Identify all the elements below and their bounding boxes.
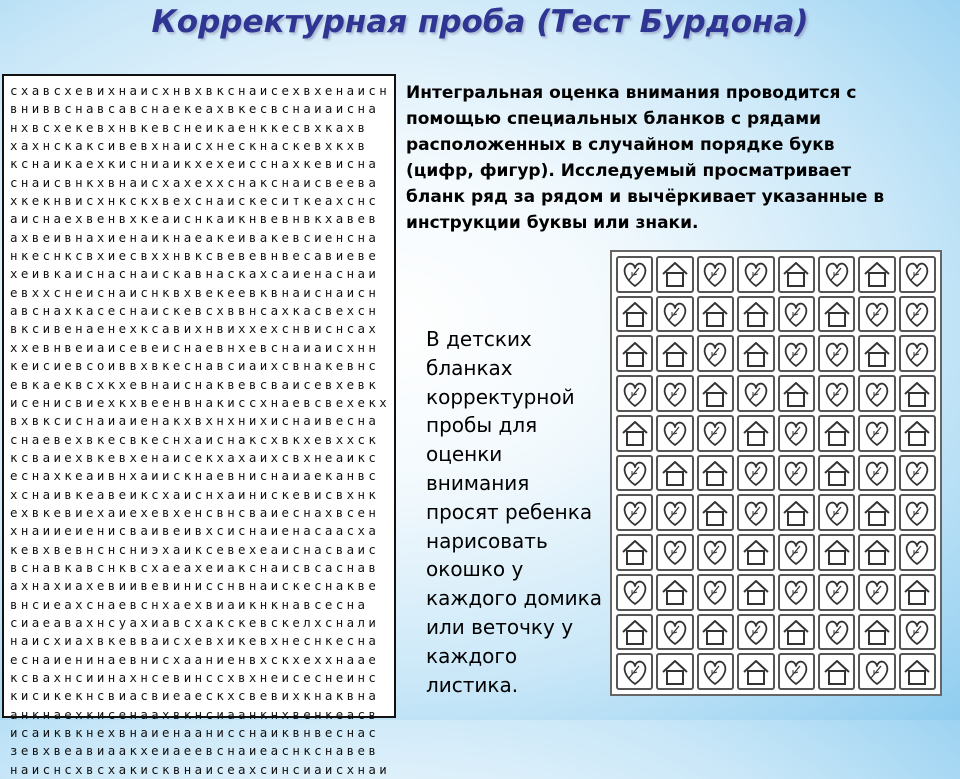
letter-row: еснаиенинаевнисхааниенвхскхеххнаае [10,651,380,667]
picture-cell [858,574,895,611]
picture-cell [656,494,693,531]
house-icon [660,458,690,488]
leaf-icon [862,657,892,687]
kids-paragraph [426,325,626,699]
leaf-icon [862,458,892,488]
picture-cell [858,296,895,333]
house-icon [862,498,892,528]
house-icon [902,657,932,687]
leaf-icon [902,617,932,647]
house-icon [822,537,852,567]
picture-cell [818,653,855,690]
picture-cell [656,375,693,412]
house-icon [902,577,932,607]
picture-cell [818,335,855,372]
picture-cell [778,614,815,651]
kids-line: каждого [426,643,518,668]
letter-row: наисхиахвкевваисхевхикевхнеснкесна [10,633,380,649]
leaf-icon [700,339,730,369]
leaf-icon [822,498,852,528]
picture-cell [818,574,855,611]
picture-cell [616,653,653,690]
picture-cell [616,574,653,611]
letter-row: ехвкевиехаиехевхенсвнсваиеснахвсен [10,504,380,520]
kids-line: пробы для [426,413,538,438]
letter-row: ксваиехвкевхенаисекхахаихсвхнеаикс [10,449,380,465]
leaf-icon [660,498,690,528]
letter-row: исаиквкнехвнаиенаанисснаиквнвеснас [10,725,380,741]
picture-cell [858,415,895,452]
leaf-icon [741,379,771,409]
picture-cell [656,296,693,333]
leaf-icon [620,657,650,687]
kids-line: нарисовать [426,528,548,553]
house-icon [700,299,730,329]
leaf-icon [620,379,650,409]
house-icon [781,379,811,409]
picture-cell [697,455,734,492]
picture-cell [616,534,653,571]
letter-row: зевхвеавиаакхеиаеевснаиеаснкснавев [10,743,380,759]
letter-row: анкнаехкисенаахвкнсиаанкнхвенкеасв [10,706,380,722]
letter-row: ххевнвеиаисевеиснаевнхевснаиаисхнн [10,339,380,355]
leaf-icon [741,617,771,647]
leaf-icon [660,537,690,567]
house-icon [660,657,690,687]
picture-cell [697,256,734,293]
picture-cell [737,455,774,492]
leaf-icon [781,418,811,448]
picture-cell [697,375,734,412]
kids-line: оценки [426,442,503,467]
intro-line: Интегральная оценка внимания проводится с [406,83,857,103]
picture-cell [899,455,936,492]
letter-row: хеивкаиснаснаискавнаскахсаиенаснаи [10,266,380,282]
picture-cell [616,415,653,452]
house-icon [741,339,771,369]
letter-row: вниввснавсавснаекеахвкесвснаиаисна [10,101,380,117]
picture-cell [778,256,815,293]
picture-cell [778,534,815,571]
house-icon [620,299,650,329]
leaf-icon [822,259,852,289]
leaf-icon [620,498,650,528]
letter-row: кснаикаехкисниаикхехеисснахкевисна [10,156,380,172]
picture-cell [778,415,815,452]
leaf-icon [781,458,811,488]
picture-cell [656,574,693,611]
picture-grid-cells [616,256,936,690]
picture-cell [858,494,895,531]
leaf-icon [620,458,650,488]
letter-row: вснавкавснквсхаеахеиакснаисвсаснав [10,559,380,575]
leaf-icon [822,617,852,647]
kids-line: или веточку у [426,614,574,639]
house-icon [822,418,852,448]
picture-cell [818,614,855,651]
leaf-icon [741,498,771,528]
leaf-icon [660,418,690,448]
picture-cell [899,375,936,412]
house-icon [700,617,730,647]
intro-line: бланк ряд за рядом и вычёркивает указанные в [406,187,885,207]
letter-row: сиаеавахнсуахиавсхакскевскелхснали [10,614,380,630]
picture-cell [737,415,774,452]
picture-cell [737,653,774,690]
leaf-icon [902,537,932,567]
house-icon [660,259,690,289]
picture-cell [858,375,895,412]
picture-cell [778,375,815,412]
letter-row: хкекнвисхнкскхвехснаискеситкеахснс [10,193,380,209]
house-icon [902,418,932,448]
leaf-icon [902,458,932,488]
leaf-icon [660,379,690,409]
picture-cell [737,534,774,571]
leaf-icon [700,537,730,567]
letter-row: схавсхевихнаисхнвхвкснаисехвхенаисн [10,83,391,98]
intro-paragraph [406,80,954,236]
house-icon [822,299,852,329]
letter-row: исенисвиехкхвеенвнакиссхнаевсвехекх [10,394,391,410]
picture-cell [899,534,936,571]
house-icon [862,339,892,369]
picture-cell [899,256,936,293]
picture-cell [697,534,734,571]
picture-cell [697,574,734,611]
leaf-icon [620,259,650,289]
house-icon [741,537,771,567]
letter-row: снаисвнкхвнаисхахеххснакснаисвеева [10,174,380,190]
leaf-icon [741,259,771,289]
kids-line: просят ребенка [426,499,593,524]
picture-cell [656,653,693,690]
picture-cell [858,614,895,651]
house-icon [700,498,730,528]
leaf-icon [902,339,932,369]
picture-cell [778,653,815,690]
picture-cell [818,534,855,571]
letter-grid [2,74,396,777]
picture-cell [656,614,693,651]
letter-row: нхвсхекевхнвкевснеикаенккесвхкахв [10,119,369,135]
picture-cell [858,534,895,571]
house-icon [781,259,811,289]
house-icon [862,617,892,647]
picture-cell [818,296,855,333]
leaf-icon [741,458,771,488]
picture-cell [616,335,653,372]
picture-cell [737,375,774,412]
intro-line: инструкции буквы или знаки. [406,213,699,233]
picture-cell [737,494,774,531]
leaf-icon [660,617,690,647]
leaf-icon [862,379,892,409]
picture-cell [737,256,774,293]
kids-line: корректурной [426,384,575,409]
letter-row: хахнскаксивевхнаисхнескнаскевхкхв [10,138,369,154]
letter-row: евххснеиснаиснквхвекеевквнаиснаисн [10,284,380,300]
letter-row: хнаииеиенисваивеивхсиснаиенасаасха [10,523,380,539]
picture-cell [656,534,693,571]
house-icon [741,657,771,687]
picture-grid [610,250,942,696]
picture-cell [616,455,653,492]
house-icon [700,458,730,488]
house-icon [862,259,892,289]
slide-title: Корректурная проба (Тест Бурдона) [151,4,809,40]
letter-row: вксивенаенехксавихнвиххехснвиснсах [10,321,380,337]
house-icon [620,537,650,567]
picture-cell [818,256,855,293]
picture-cell [899,296,936,333]
picture-cell [737,614,774,651]
letter-row: еснахкеаивнхаиискнаевниснаиаеканвс [10,468,380,484]
letter-row: нкеснксвхиесвххнвксвевевнвесавиеве [10,248,380,264]
letter-row: ахвеивнахиенаикнаеакеивакевсиенсна [10,229,380,245]
picture-cell [656,455,693,492]
picture-cell [818,415,855,452]
letter-row: хснаивкеавеиксхаиснхаинискевисвхнк [10,486,380,502]
picture-cell [858,335,895,372]
letter-row: ксвахнсиинахнсевинссхвхнеисеснеинс [10,670,380,685]
picture-cell [899,415,936,452]
picture-cell [818,494,855,531]
house-icon [700,379,730,409]
letter-row: кисикекнсвиасвиеаескхсвевихкнаквна [10,688,380,704]
picture-cell [899,574,936,611]
picture-cell [697,415,734,452]
leaf-icon [902,498,932,528]
picture-cell [697,653,734,690]
house-icon [862,537,892,567]
picture-cell [778,455,815,492]
picture-cell [778,335,815,372]
letter-row: внсиеахснаевснхаехвиаикнкнавсесна [10,596,369,612]
house-icon [822,458,852,488]
house-icon [822,657,852,687]
picture-cell [616,614,653,651]
leaf-icon [862,577,892,607]
house-icon [620,418,650,448]
letter-row: авснахкасеснаискевсхввнсахкасвехсн [10,303,380,319]
picture-cell [899,614,936,651]
leaf-icon [781,339,811,369]
picture-cell [697,494,734,531]
house-icon [660,577,690,607]
intro-line: помощью специальных бланков с рядами [406,109,822,129]
picture-cell [616,494,653,531]
leaf-icon [902,299,932,329]
house-icon [620,617,650,647]
picture-cell [616,375,653,412]
picture-cell [737,335,774,372]
kids-line: внимания [426,470,530,495]
picture-cell [697,614,734,651]
picture-cell [737,296,774,333]
picture-cell [737,574,774,611]
kids-line: листика. [426,672,519,697]
letter-row: снаевехвкесвкеснхаиснаксхвкхевххск [10,431,380,447]
letter-row: евкаеквсхкхевнаиснаквевсваисевхевк [10,376,380,392]
letter-row: ахнахиахевиивевинисснвнаискеснакве [10,578,380,594]
house-icon [902,379,932,409]
picture-cell [616,296,653,333]
picture-cell [858,653,895,690]
picture-cell [899,653,936,690]
intro-line: (цифр, фигур). Исследуемый просматривает [406,161,852,181]
letter-row: кевхвевнснсниэхаиксевехеаиснасваис [10,541,380,557]
leaf-icon [862,418,892,448]
intro-line: расположенных в случайном порядке букв [406,135,835,155]
picture-cell [697,335,734,372]
letter-row: кеисиевсоиввхвкеснавсиаихсвнакевнс [10,358,380,374]
kids-line: бланках [426,355,513,380]
leaf-icon [620,577,650,607]
letter-row: аиснаехвенвхкеаиснкаикнвевнвкхавев [10,211,380,227]
leaf-icon [781,537,811,567]
picture-cell [697,296,734,333]
house-icon [781,498,811,528]
leaf-icon [781,299,811,329]
house-icon [741,299,771,329]
leaf-icon [700,259,730,289]
picture-cell [656,415,693,452]
leaf-icon [822,577,852,607]
picture-cell [778,574,815,611]
picture-cell [818,375,855,412]
leaf-icon [862,299,892,329]
house-icon [741,418,771,448]
kids-line: каждого домика [426,586,603,611]
leaf-icon [781,577,811,607]
letter-row: наиснсхвсхакисквнаисеахсинсиаисхнаи [10,761,391,777]
leaf-icon [902,259,932,289]
picture-cell [656,256,693,293]
leaf-icon [822,339,852,369]
picture-cell [899,335,936,372]
house-icon [741,577,771,607]
leaf-icon [781,657,811,687]
leaf-icon [700,577,730,607]
kids-line: В детских [426,327,532,351]
leaf-icon [660,299,690,329]
leaf-icon [700,657,730,687]
leaf-icon [700,418,730,448]
house-icon [620,339,650,369]
picture-cell [858,455,895,492]
picture-cell [778,296,815,333]
picture-cell [858,256,895,293]
picture-cell [778,494,815,531]
leaf-icon [822,379,852,409]
letter-row: вхвксиснаиаиенакхвхнхнихиснаивесна [10,413,380,429]
picture-cell [818,455,855,492]
kids-line: окошко у [426,557,524,582]
picture-cell [616,256,653,293]
picture-cell [656,335,693,372]
house-icon [781,617,811,647]
picture-cell [899,494,936,531]
house-icon [660,339,690,369]
